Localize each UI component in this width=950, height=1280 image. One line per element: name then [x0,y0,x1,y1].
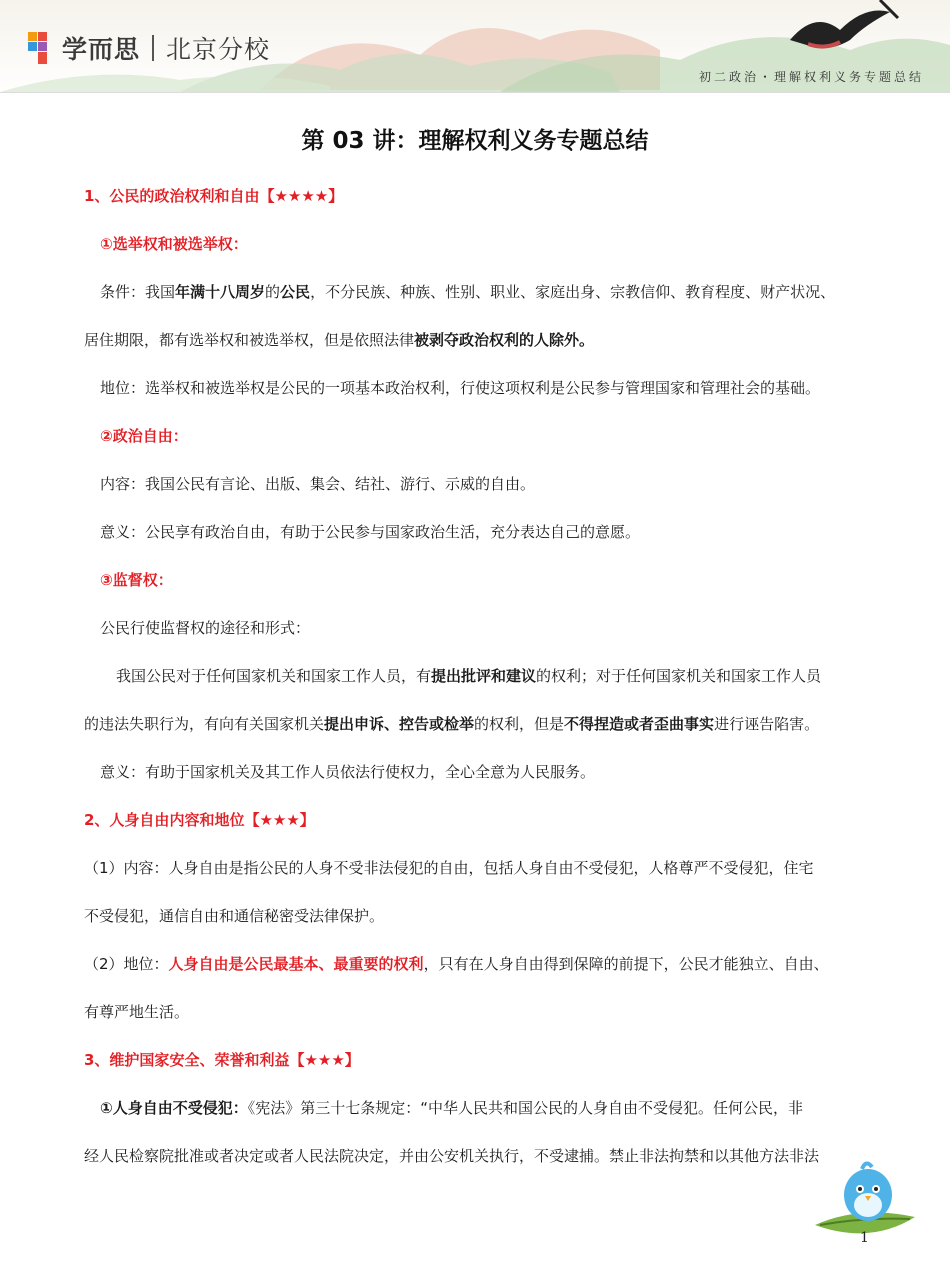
bold-run: 不得捏造或者歪曲事实 [564,715,715,733]
branch-name: 北京分校 [166,35,271,64]
paragraph-ways: 公民行使监督权的途径和形式： [100,619,311,637]
text-run: 的权利；对于任何国家机关和国家工作人员 [536,667,822,685]
brand-logo [28,28,270,68]
text-run: 居住期限，都有选举权和被选举权，但是依照法律 [84,331,415,349]
section-2-heading: 2、人身自由内容和地位【★★★】 [84,811,315,829]
text-run: 我国公民对于任何国家机关和国家工作人员，有 [116,667,432,685]
bold-run: ①人身自由不受侵犯： [100,1099,248,1117]
paragraph-constitution [84,1084,884,1132]
brand-name: 学而思 [62,35,141,64]
subsection-supervision: ③监督权： [100,571,173,589]
text-run: ，只有在人身自由得到保障的前提下，公民才能独立、自由、 [423,955,829,973]
text-run: 进行诬告陷害。 [714,715,820,733]
header-subject: 初二政治・理解权利义务专题总结 [698,70,924,84]
paragraph-personal-freedom-status-cont: 有尊严地生活。 [84,1003,190,1021]
highlight-run: 人身自由是公民最基本、最重要的权利 [168,955,424,973]
paragraph-constitution-cont: 经人民检察院批准或者决定或者人民法院决定，并由公安机关执行，不受逮捕。禁止非法拘禁和以其他方法非法 [84,1147,820,1165]
bold-run: 被剥夺政治权利的人除外。 [414,331,595,349]
paragraph-meaning: 意义：公民享有政治自由，有助于公民参与国家政治生活，充分表达自己的意愿。 [100,523,641,541]
subsection-election: ①选举权和被选举权： [100,235,248,253]
paragraph-conditions [84,268,884,316]
bold-run: 提出申诉、控告或检举 [324,715,475,733]
brand-logo-icon [28,30,56,66]
section-1-heading: 1、公民的政治权利和自由【★★★★】 [84,187,344,205]
text-run: 的权利，但是 [474,715,565,733]
text-run: 条件：我国 [100,283,176,301]
text-run: 《宪法》第三十七条规定：“中华人民共和国公民的人身自由不受侵犯。任何公民，非 [247,1099,803,1117]
swallow-bird-icon [770,0,910,64]
text-run: 的违法失职行为，有向有关国家机关 [84,715,325,733]
paragraph-supervision-1 [84,652,884,700]
paragraph-personal-freedom-content-cont: 不受侵犯，通信自由和通信秘密受法律保护。 [84,907,385,925]
section-3-heading: 3、维护国家安全、荣誉和利益【★★★】 [84,1051,360,1069]
page-title: 第 03 讲：理解权利义务专题总结 [301,128,649,154]
subsection-political-freedom: ②政治自由： [100,427,188,445]
paragraph-personal-freedom-status [84,940,884,988]
bold-run: 公民 [280,283,311,301]
logo-divider [152,35,154,61]
text-run: （2）地位： [84,955,169,973]
paragraph-status: 地位：选举权和被选举权是公民的一项基本政治权利，行使这项权利是公民参与管理国家和管理社会的基础。 [100,379,821,397]
paragraph-conditions-cont [84,316,884,364]
paragraph-content: 内容：我国公民有言论、出版、集会、结社、游行、示威的自由。 [100,475,536,493]
paragraph-personal-freedom-content: （1）内容：人身自由是指公民的人身不受非法侵犯的自由，包括人身自由不受侵犯，人格尊严不受侵犯，住宅 [84,859,814,877]
page-number: 1 [860,1230,869,1246]
text-run: 的 [265,283,281,301]
document-body [84,172,884,1180]
paragraph-supervision-2 [84,700,884,748]
bold-run: 年满十八周岁 [175,283,266,301]
header-divider [0,92,950,93]
paragraph-meaning-2: 意义：有助于国家机关及其工作人员依法行使权力，全心全意为人民服务。 [100,763,596,781]
text-run: ，不分民族、种族、性别、职业、家庭出身、宗教信仰、教育程度、财产状况、 [310,283,836,301]
bold-run: 提出批评和建议 [431,667,537,685]
